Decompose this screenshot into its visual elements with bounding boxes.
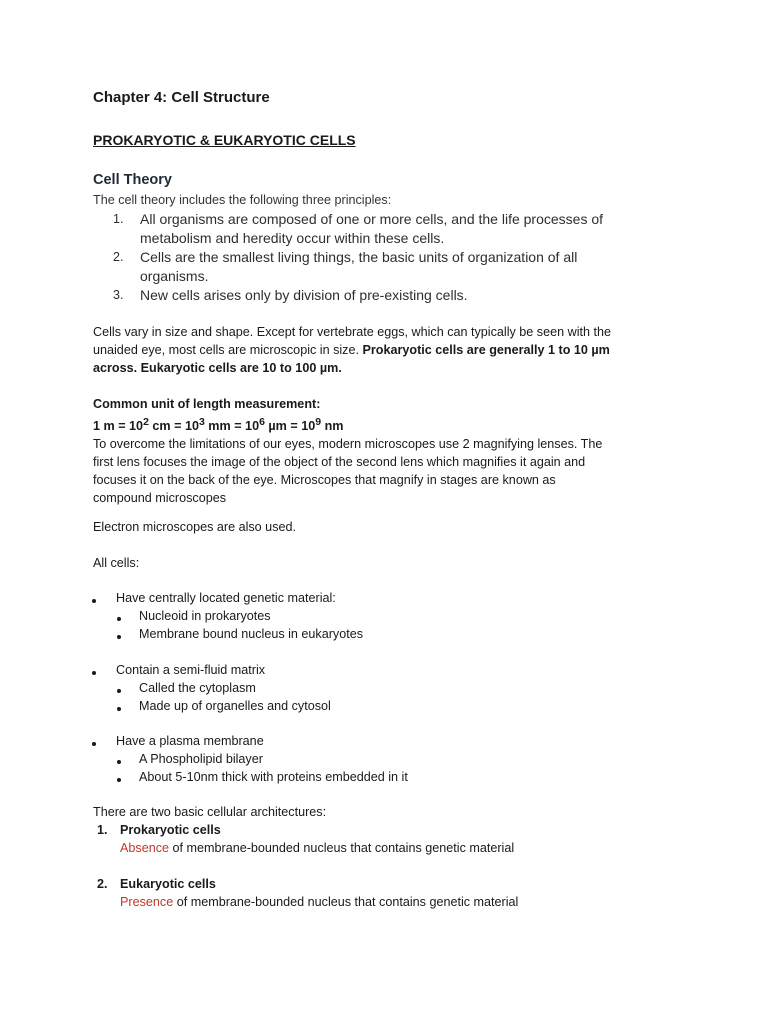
paragraph-line bbox=[93, 341, 611, 359]
architecture-number: 2. bbox=[97, 877, 108, 891]
property-subitem: About 5-10nm thick with proteins embedded in it bbox=[139, 770, 408, 784]
bullet-icon bbox=[117, 707, 121, 711]
bullet-icon bbox=[92, 599, 96, 603]
architecture-number: 1. bbox=[97, 823, 108, 837]
eq-part: cm = 10 bbox=[148, 419, 199, 434]
principle-item bbox=[113, 210, 660, 248]
architectures-intro: There are two basic cellular architectures: bbox=[93, 805, 327, 819]
principle-item bbox=[113, 286, 660, 305]
chapter-title: Chapter 4: Cell Structure bbox=[93, 89, 270, 106]
principle-line: organisms. bbox=[140, 268, 209, 284]
architecture-name: Prokaryotic cells bbox=[120, 823, 221, 837]
property-subitem: Made up of organelles and cytosol bbox=[139, 699, 331, 713]
principle-number: 2. bbox=[113, 250, 124, 264]
bold-text: to 10 µm bbox=[555, 343, 610, 357]
exponent: 3 bbox=[198, 416, 205, 428]
architecture-description bbox=[120, 841, 514, 855]
bullet-icon bbox=[117, 617, 121, 621]
paragraph-line: To overcome the limitations of our eyes, modern microscopes use 2 magnifying lenses. The bbox=[93, 437, 603, 452]
all-cells-label: All cells: bbox=[93, 556, 140, 570]
principle-line: Cells are the smallest living things, the basic units of organization of all bbox=[140, 249, 578, 265]
eq-part: 1 m = 10 bbox=[93, 419, 144, 434]
property-subitem: Nucleoid in prokaryotes bbox=[139, 609, 271, 623]
paragraph-line: focuses it on the back of the eye. Microscopes that magnify in stages are known as bbox=[93, 473, 556, 488]
eq-part: nm bbox=[321, 419, 344, 434]
property-subitem: Membrane bound nucleus in eukaryotes bbox=[139, 627, 364, 641]
description-text: of membrane-bounded nucleus that contains genetic material bbox=[169, 841, 515, 855]
paragraph-line: compound microscopes bbox=[93, 491, 226, 506]
architecture-description bbox=[120, 895, 518, 909]
eq-part: mm = 10 bbox=[204, 419, 260, 434]
section-title: PROKARYOTIC & EUKARYOTIC CELLS bbox=[93, 132, 356, 148]
architecture-name: Eukaryotic cells bbox=[120, 877, 216, 891]
paragraph-line: first lens focuses the image of the object of the second lens which magnifies it again and bbox=[93, 455, 586, 470]
eq-part: µm = 10 bbox=[264, 419, 316, 434]
bullet-icon bbox=[117, 778, 121, 782]
length-heading: Common unit of length measurement: bbox=[93, 397, 321, 411]
bullet-icon bbox=[117, 635, 121, 639]
electron-text: Electron microscopes are also used. bbox=[93, 520, 296, 534]
bullet-icon bbox=[92, 742, 96, 746]
description-text: of membrane-bounded nucleus that contains genetic material bbox=[173, 895, 519, 909]
principle-line: New cells arises only by division of pre-existing cells. bbox=[140, 287, 468, 303]
length-block bbox=[93, 395, 602, 507]
property-subitem: A Phospholipid bilayer bbox=[139, 752, 263, 766]
length-equation bbox=[93, 413, 602, 435]
principle-number: 1. bbox=[113, 212, 124, 226]
property-subitem: Called the cytoplasm bbox=[139, 681, 256, 695]
principle-line: All organisms are composed of one or more cells, and the life processes of bbox=[140, 211, 604, 227]
exponent: 9 bbox=[315, 416, 322, 428]
size-paragraph bbox=[93, 323, 611, 377]
bullet-icon bbox=[92, 671, 96, 675]
principles-list bbox=[113, 210, 660, 305]
bullet-icon bbox=[117, 760, 121, 764]
cell-theory-intro: The cell theory includes the following three principles: bbox=[93, 193, 392, 207]
property-label: Have a plasma membrane bbox=[116, 734, 264, 748]
exponent: 2 bbox=[143, 416, 149, 428]
paragraph-line: across. Eukaryotic cells are 10 to 100 µm. bbox=[93, 361, 342, 375]
paragraph-text: unaided eye, most cells are microscopic in size. bbox=[93, 343, 363, 357]
principle-item bbox=[113, 248, 660, 286]
cell-theory-heading: Cell Theory bbox=[93, 172, 172, 188]
highlight-keyword: Presence bbox=[120, 895, 174, 909]
principle-line: metabolism and heredity occur within these cells. bbox=[140, 230, 445, 246]
property-label: Have centrally located genetic material: bbox=[116, 591, 336, 605]
bullet-icon bbox=[117, 689, 121, 693]
principle-number: 3. bbox=[113, 288, 124, 302]
bold-text: Prokaryotic cells are generally 1 bbox=[362, 343, 556, 357]
paragraph-line: Cells vary in size and shape. Except for vertebrate eggs, which can typically be seen with the bbox=[93, 325, 612, 339]
highlight-keyword: Absence bbox=[120, 841, 170, 855]
property-label: Contain a semi-fluid matrix bbox=[116, 663, 266, 677]
exponent: 6 bbox=[259, 416, 265, 428]
